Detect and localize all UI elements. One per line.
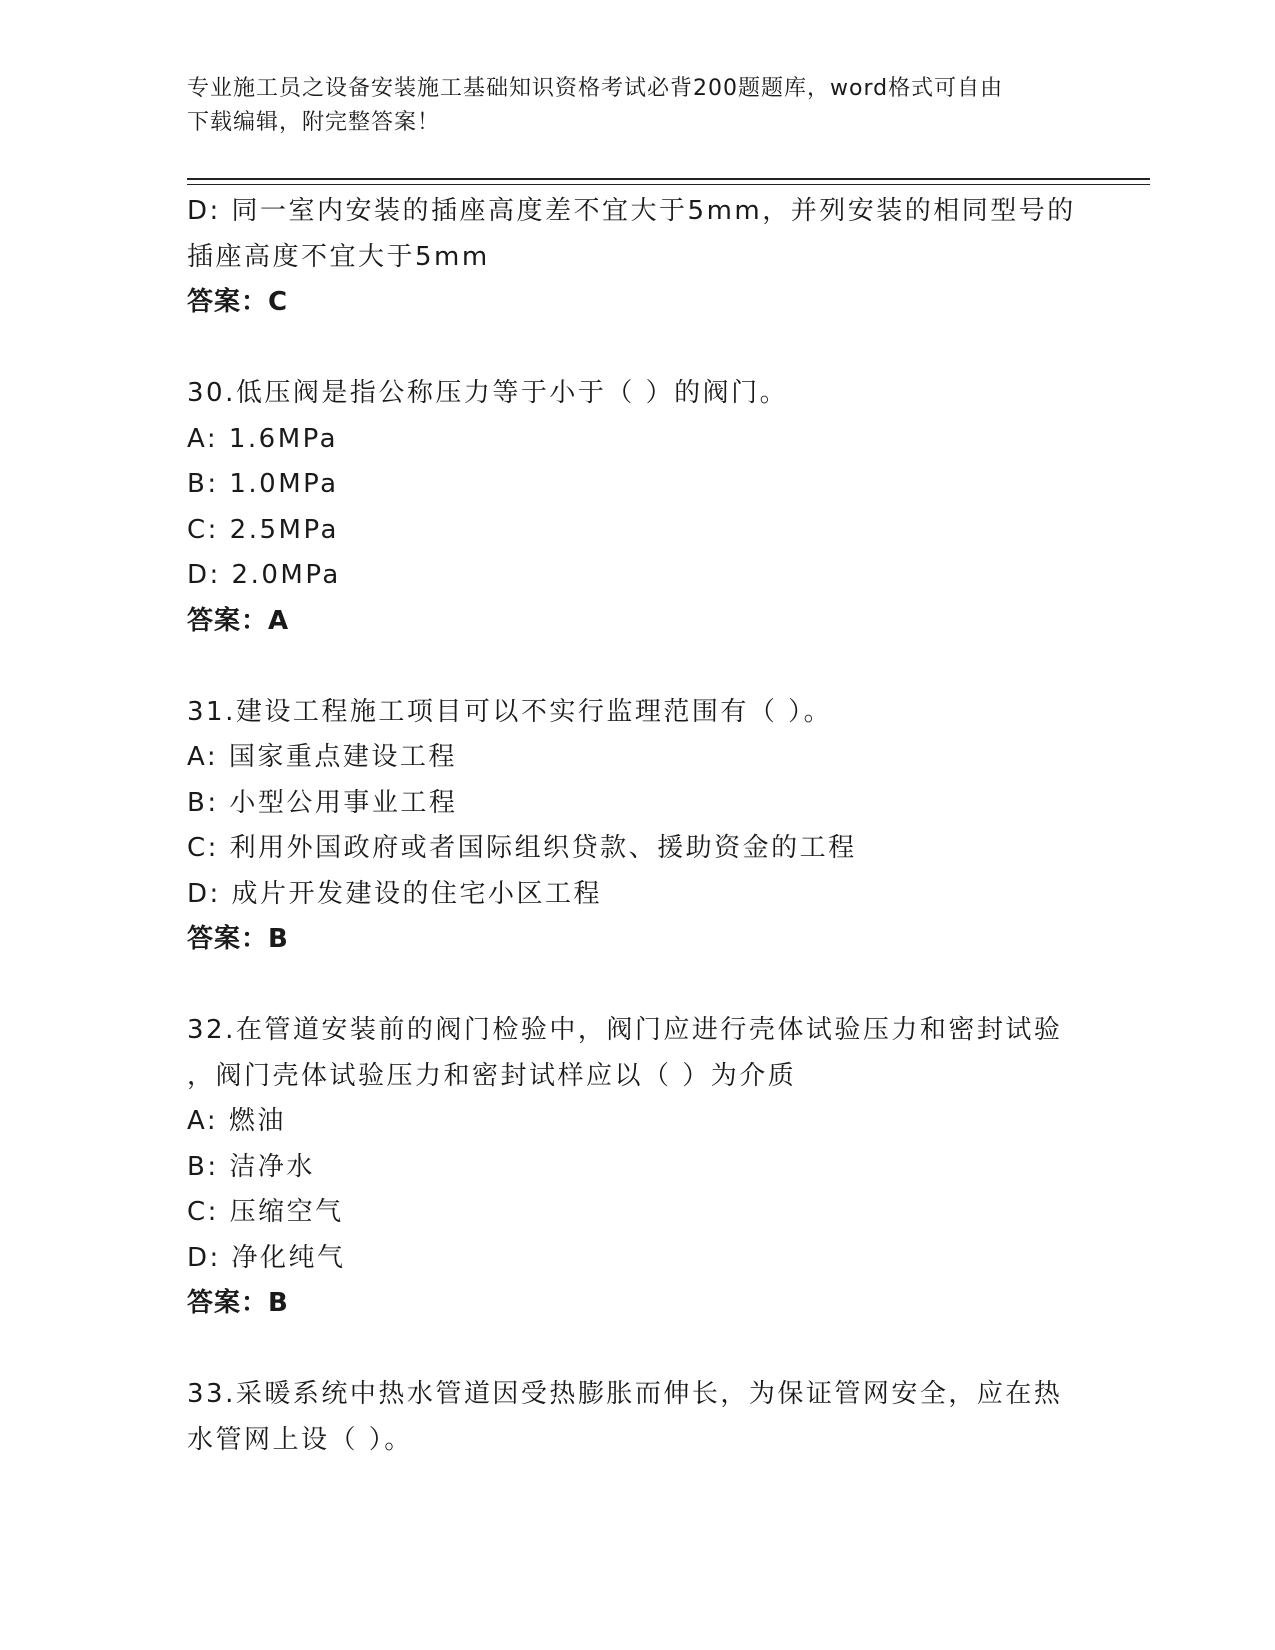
option-d: D: 净化纯气	[187, 1242, 346, 1273]
header-divider-thick	[187, 178, 1150, 180]
question-content	[187, 189, 1087, 1463]
question-stem-continued: ，阀门壳体试验压力和密封试样应以（ ）为介质	[187, 1060, 797, 1091]
question-stem-continued: 水管网上设（ ）。	[187, 1424, 413, 1455]
question-stem: 30.低压阀是指公称压力等于小于（ ）的阀门。	[187, 378, 789, 408]
option-c: C: 利用外国政府或者国际组织贷款、援助资金的工程	[187, 833, 857, 863]
header-divider-thin	[187, 184, 1150, 185]
option-a: A: 国家重点建设工程	[187, 742, 457, 772]
answer-line: 答案：A	[187, 605, 290, 636]
spacer	[187, 644, 1087, 690]
header-line-2: 下载编辑，附完整答案！	[187, 110, 441, 135]
spacer	[187, 326, 1087, 372]
spacer	[187, 963, 1087, 1009]
option-d-continued: 插座高度不宜大于5mm	[187, 241, 490, 272]
header-line-1: 专业施工员之设备安装施工基础知识资格考试必背200题题库，word格式可自由	[187, 76, 1004, 101]
option-b: B: 小型公用事业工程	[187, 787, 458, 818]
answer-line: 答案：B	[187, 1288, 289, 1318]
previous-question-tail	[187, 189, 1087, 326]
option-c: C: 2.5MPa	[187, 514, 339, 545]
question-stem: 32.在管道安装前的阀门检验中，阀门应进行壳体试验压力和密封试验	[187, 1015, 1063, 1045]
question-33	[187, 1372, 1087, 1463]
document-header	[187, 72, 1067, 140]
question-31	[187, 690, 1087, 963]
spacer	[187, 1327, 1087, 1373]
question-32	[187, 1008, 1087, 1327]
option-b: B: 1.0MPa	[187, 469, 339, 499]
option-b: B: 洁净水	[187, 1151, 315, 1182]
question-30	[187, 371, 1087, 644]
answer-line: 答案：C	[187, 287, 289, 317]
question-stem: 31.建设工程施工项目可以不实行监理范围有（ ）。	[187, 696, 833, 727]
option-a: A: 1.6MPa	[187, 423, 339, 454]
option-d: D: 2.0MPa	[187, 560, 341, 590]
option-d: D: 成片开发建设的住宅小区工程	[187, 878, 603, 909]
answer-line: 答案：B	[187, 924, 289, 954]
question-stem: 33.采暖系统中热水管道因受热膨胀而伸长，为保证管网安全，应在热	[187, 1379, 1063, 1409]
option-c: C: 压缩空气	[187, 1197, 344, 1227]
option-a: A: 燃油	[187, 1106, 286, 1136]
option-d: D: 同一室内安装的插座高度差不宜大于5mm，并列安装的相同型号的	[187, 196, 1076, 226]
